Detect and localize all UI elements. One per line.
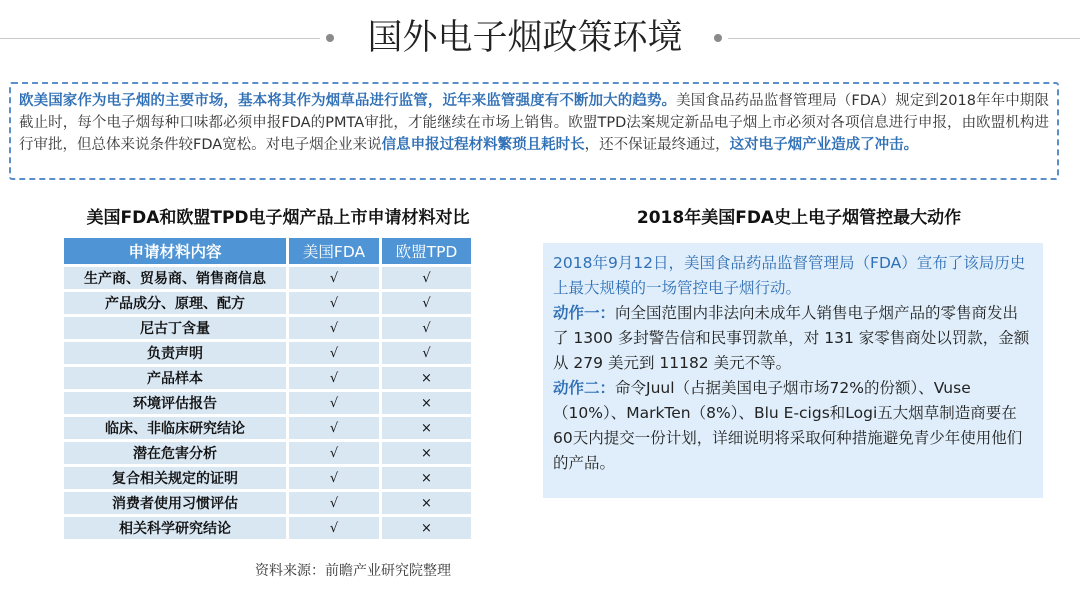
table-row <box>64 317 471 339</box>
row-tpd-mark: √ <box>379 267 471 289</box>
row-tpd-mark: × <box>379 392 471 414</box>
row-tpd-mark: × <box>379 367 471 389</box>
title-dot-left <box>326 34 334 42</box>
row-tpd-mark: √ <box>379 317 471 339</box>
row-fda-mark: √ <box>286 392 379 414</box>
row-material: 负责声明 <box>64 342 286 364</box>
table-row <box>64 442 471 464</box>
row-tpd-mark: × <box>379 492 471 514</box>
table-row <box>64 392 471 414</box>
row-material: 临床、非临床研究结论 <box>64 417 286 439</box>
materials-comparison-table <box>64 235 471 542</box>
table-row <box>64 492 471 514</box>
row-fda-mark: √ <box>286 417 379 439</box>
row-tpd-mark: √ <box>379 342 471 364</box>
table-title: 美国FDA和欧盟TPD电子烟产品上市申请材料对比 <box>86 208 470 228</box>
action-1 <box>553 301 1033 376</box>
action-2-text: 命令Juul（占据美国电子烟市场72%的份额）、Vuse（10%）、MarkTen（8%）、Blu E-cigs和Logi五大烟草制造商要在60天内提交一份计划，详细说明将采取何种措施避免青少年使用他们的产品。 <box>553 379 1023 472</box>
row-fda-mark: √ <box>286 442 379 464</box>
row-material: 生产商、贸易商、销售商信息 <box>64 267 286 289</box>
summary-highlight-2: 信息申报过程材料繁琐且耗时长 <box>381 137 585 153</box>
row-fda-mark: √ <box>286 267 379 289</box>
title-divider-right <box>728 38 1080 39</box>
table-row <box>64 417 471 439</box>
row-tpd-mark: × <box>379 442 471 464</box>
row-material: 尼古丁含量 <box>64 317 286 339</box>
actions-panel <box>543 243 1043 498</box>
row-fda-mark: √ <box>286 492 379 514</box>
row-fda-mark: √ <box>286 517 379 539</box>
row-fda-mark: √ <box>286 367 379 389</box>
action-1-label: 动作一： <box>553 304 616 322</box>
page-title: 国外电子烟政策环境 <box>367 18 683 58</box>
header-fda: 美国FDA <box>286 238 379 264</box>
row-fda-mark: √ <box>286 342 379 364</box>
action-1-text: 向全国范围内非法向未成年人销售电子烟产品的零售商发出了 1300 多封警告信和民事罚款单，对 131 家零售商处以罚款，金额从 279 美元到 11182 美元不等。 <box>553 304 1030 372</box>
table-row <box>64 517 471 539</box>
table-row <box>64 367 471 389</box>
action-2 <box>553 376 1033 476</box>
row-material: 相关科学研究结论 <box>64 517 286 539</box>
row-material: 产品成分、原理、配方 <box>64 292 286 314</box>
row-fda-mark: √ <box>286 317 379 339</box>
header-materials: 申请材料内容 <box>64 238 286 264</box>
actions-title: 2018年美国FDA史上电子烟管控最大动作 <box>636 208 962 228</box>
header-tpd: 欧盟TPD <box>379 238 471 264</box>
source-note: 资料来源：前瞻产业研究院整理 <box>255 563 451 579</box>
table-row <box>64 292 471 314</box>
row-tpd-mark: × <box>379 517 471 539</box>
action-2-label: 动作二： <box>553 379 616 397</box>
row-material: 产品样本 <box>64 367 286 389</box>
summary-text-2: ，还不保证最终通过， <box>584 137 730 153</box>
summary-highlight-3: 这对电子烟产业造成了冲击。 <box>729 137 919 153</box>
row-tpd-mark: √ <box>379 292 471 314</box>
title-divider-left <box>0 38 320 39</box>
table-row <box>64 467 471 489</box>
row-material: 复合相关规定的证明 <box>64 467 286 489</box>
table-header-row <box>64 238 471 264</box>
row-material: 消费者使用习惯评估 <box>64 492 286 514</box>
table-row <box>64 342 471 364</box>
actions-intro: 2018年9月12日，美国食品药品监督管理局（FDA）宣布了该局历史上最大规模的一场管控电子烟行动。 <box>553 254 1026 297</box>
table-row <box>64 267 471 289</box>
row-tpd-mark: × <box>379 467 471 489</box>
table-body <box>64 267 471 539</box>
row-fda-mark: √ <box>286 467 379 489</box>
title-dot-right <box>714 34 722 42</box>
row-material: 潜在危害分析 <box>64 442 286 464</box>
summary-box <box>9 82 1059 180</box>
row-fda-mark: √ <box>286 292 379 314</box>
summary-text-1: 美国食品药品监督管理局（FDA）规定到2018年年中期限截止时，每个电子烟每种口味都必须申报FDA的PMTA审批，才能继续在市场上销售。欧盟TPD法案规定新品电子烟上市必须对各项信息进行申报，由欧盟机构进行审批，但总体来说条件较FDA宽松。对电子烟企业来说 <box>19 93 1049 153</box>
row-material: 环境评估报告 <box>64 392 286 414</box>
summary-highlight-1: 欧美国家作为电子烟的主要市场，基本将其作为烟草品进行监管，近年来监管强度有不断加大的趋势。 <box>19 93 677 109</box>
row-tpd-mark: × <box>379 417 471 439</box>
